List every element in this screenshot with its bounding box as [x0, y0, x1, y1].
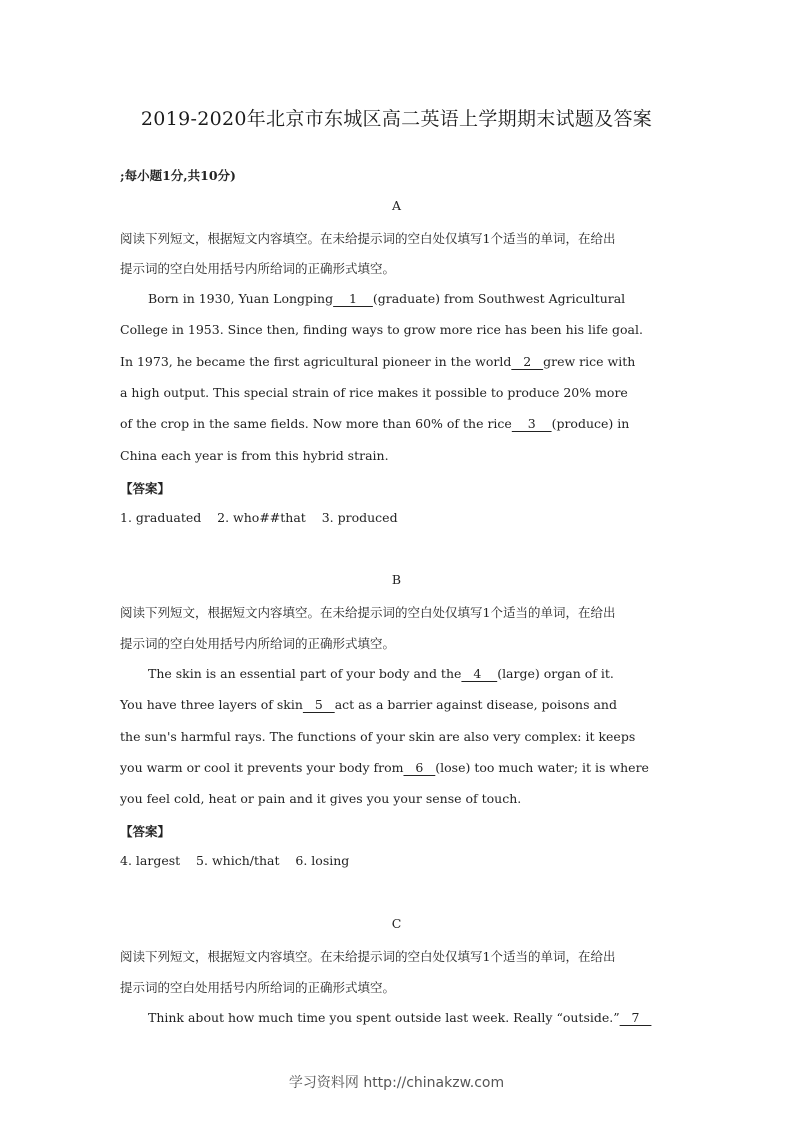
answer-label-b: 【答案】 — [120, 824, 171, 839]
passage-a-line6: China each year is from this hybrid strain. — [120, 448, 389, 463]
instructions-a-line2: 提示词的空白处用括号内所给词的正确形式填空。 — [120, 261, 396, 276]
passage-b-line1 — [148, 666, 614, 681]
instructions-c-line2: 提示词的空白处用括号内所给词的正确形式填空。 — [120, 980, 396, 995]
passage-text: (graduate) from Southwest Agricultural — [372, 291, 626, 306]
passage-a-line1 — [148, 291, 625, 306]
section-b-heading: B — [391, 572, 402, 587]
passage-text: The skin is an essential part of your body and the — [148, 666, 462, 681]
passage-a-line2: College in 1953. Since then, finding ways to grow more rice has been his life goal. — [120, 322, 643, 337]
blank-5: 5 — [302, 697, 335, 712]
passage-c-line1 — [148, 1010, 651, 1025]
passage-text: of the crop in the same fields. Now more than 60% of the rice — [120, 416, 512, 431]
passage-a-line3 — [120, 354, 635, 369]
blank-3: 3 — [511, 416, 552, 431]
section-a-heading: A — [391, 198, 402, 213]
passage-text: (large) organ of it. — [497, 666, 614, 681]
passage-text: act as a barrier against disease, poisons and — [334, 697, 617, 712]
passage-a-line5 — [120, 416, 629, 431]
answers-a: 1. graduated 2. who##that 3. produced — [120, 510, 398, 525]
passage-text: You have three layers of skin — [120, 697, 303, 712]
footer-watermark: 学习资料网 http://chinakzw.com — [288, 1075, 505, 1091]
passage-text: Born in 1930, Yuan Longping — [148, 291, 334, 306]
passage-text: Think about how much time you spent outside last week. Really “outside.” — [148, 1010, 620, 1025]
passage-b-line3: the sun's harmful rays. The functions of your skin are also very complex: it keeps — [120, 729, 636, 744]
passage-text: In 1973, he became the first agricultural pioneer in the world — [120, 354, 512, 369]
answers-b: 4. largest 5. which/that 6. losing — [120, 853, 350, 868]
passage-b-line5: you feel cold, heat or pain and it gives you your sense of touch. — [120, 791, 522, 806]
page-title: 2019-2020年北京市东城区高二英语上学期期末试题及答案 — [140, 108, 653, 130]
instructions-a-line1: 阅读下列短文，根据短文内容填空。在未给提示词的空白处仅填写1个适当的单词，在给出 — [120, 231, 616, 246]
passage-text: (produce) in — [551, 416, 630, 431]
passage-text: (lose) too much water; it is where — [435, 760, 649, 775]
answer-label-a: 【答案】 — [120, 481, 171, 496]
instructions-c-line1: 阅读下列短文，根据短文内容填空。在未给提示词的空白处仅填写1个适当的单词，在给出 — [120, 949, 616, 964]
blank-2: 2 — [511, 354, 544, 369]
instructions-b-line2: 提示词的空白处用括号内所给词的正确形式填空。 — [120, 636, 396, 651]
blank-1: 1 — [333, 291, 373, 306]
passage-a-line4: a high output. This special strain of rice makes it possible to produce 20% more — [120, 385, 628, 400]
passage-b-line2 — [120, 697, 617, 712]
scoring-note: ;每小题1分,共10分) — [120, 168, 236, 183]
blank-4: 4 — [461, 666, 498, 681]
blank-6: 6 — [403, 760, 436, 775]
passage-b-line4 — [120, 760, 649, 775]
section-c-heading: C — [391, 916, 402, 931]
instructions-b-line1: 阅读下列短文，根据短文内容填空。在未给提示词的空白处仅填写1个适当的单词，在给出 — [120, 605, 616, 620]
blank-7: 7 — [619, 1010, 652, 1025]
passage-text: grew rice with — [543, 354, 636, 369]
passage-text: you warm or cool it prevents your body from — [120, 760, 404, 775]
